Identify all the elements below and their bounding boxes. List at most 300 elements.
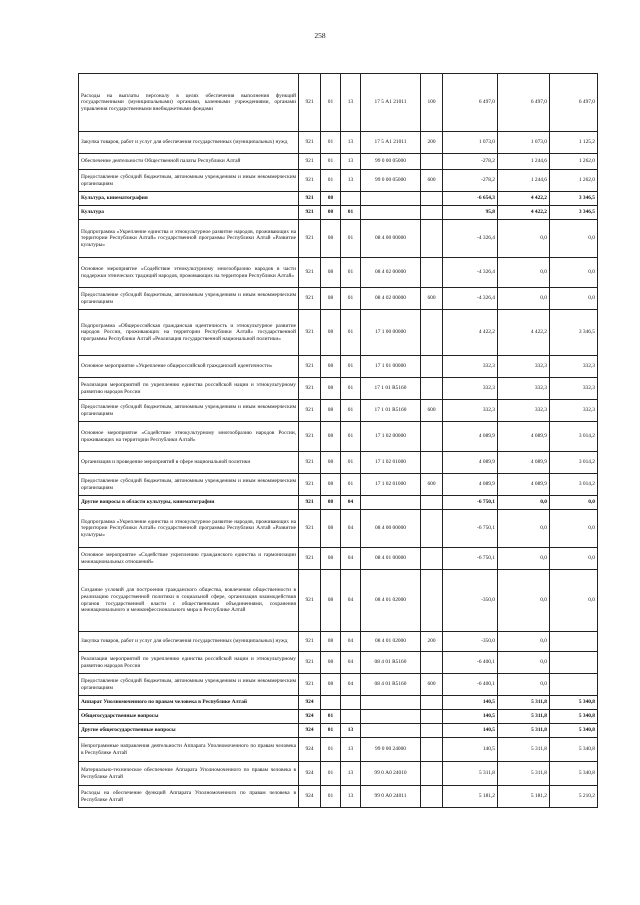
row-amount-1: -278,2 — [443, 154, 498, 170]
row-grbs: 921 — [299, 192, 321, 206]
row-amount-3: 3 014,2 — [550, 452, 598, 474]
row-name — [79, 192, 299, 206]
row-grbs: 924 — [299, 762, 321, 786]
row-grbs: 921 — [299, 288, 321, 310]
row-amount-1: -4 326,4 — [443, 258, 498, 288]
row-amount-3: 3 014,2 — [550, 422, 598, 452]
row-expense-type: 200 — [421, 632, 443, 652]
row-amount-2: 5 311,8 — [498, 710, 550, 724]
row-amount-1: 4 422,2 — [443, 310, 498, 356]
row-section: 01 — [321, 170, 341, 192]
table-row — [79, 510, 598, 548]
table-row — [79, 710, 598, 724]
row-name — [79, 738, 299, 762]
row-amount-1: 140,5 — [443, 738, 498, 762]
budget-table — [78, 73, 598, 808]
table-row — [79, 288, 598, 310]
row-grbs: 921 — [299, 452, 321, 474]
row-amount-1: 4 089,9 — [443, 452, 498, 474]
row-name — [79, 696, 299, 710]
row-section: 01 — [321, 786, 341, 808]
row-section: 01 — [321, 738, 341, 762]
row-grbs: 921 — [299, 74, 321, 132]
row-expense-type — [421, 652, 443, 674]
row-name — [79, 724, 299, 738]
row-section: 08 — [321, 356, 341, 378]
row-grbs: 921 — [299, 400, 321, 422]
table-row — [79, 132, 598, 154]
row-amount-3: 332,3 — [550, 378, 598, 400]
row-subsection: 01 — [341, 452, 361, 474]
row-subsection: 13 — [341, 786, 361, 808]
row-grbs: 921 — [299, 356, 321, 378]
row-name — [79, 548, 299, 570]
row-amount-2: 4 422,2 — [498, 192, 550, 206]
row-name — [79, 132, 299, 154]
row-amount-2: 0,0 — [498, 632, 550, 652]
row-amount-1: 95,8 — [443, 206, 498, 220]
row-section: 08 — [321, 378, 341, 400]
row-target-article: 08 4 01 02000 — [361, 570, 421, 632]
row-amount-2: 1 244,6 — [498, 154, 550, 170]
row-amount-2: 1 073,0 — [498, 132, 550, 154]
row-grbs: 921 — [299, 220, 321, 258]
row-amount-3: 0,0 — [550, 220, 598, 258]
row-name — [79, 170, 299, 192]
row-amount-3: 5 210,2 — [550, 786, 598, 808]
row-section: 08 — [321, 652, 341, 674]
row-name-text: Другие вопросы в области культуры, кинематографии — [81, 499, 215, 506]
row-amount-1: 140,5 — [443, 724, 498, 738]
row-name — [79, 378, 299, 400]
row-amount-2: 0,0 — [498, 258, 550, 288]
row-amount-2: 0,0 — [498, 652, 550, 674]
row-name — [79, 74, 299, 132]
row-amount-3: 5 340,8 — [550, 724, 598, 738]
row-grbs: 921 — [299, 674, 321, 696]
row-amount-1: 4 089,9 — [443, 474, 498, 496]
row-amount-2: 0,0 — [498, 510, 550, 548]
row-amount-3: 3 346,5 — [550, 310, 598, 356]
row-amount-3: 3 014,2 — [550, 474, 598, 496]
row-expense-type — [421, 378, 443, 400]
row-name — [79, 674, 299, 696]
table-row — [79, 762, 598, 786]
row-subsection: 04 — [341, 652, 361, 674]
row-name-text: Закупка товаров, работ и услуг для обеспечения государственных (муниципальных) нужд — [81, 139, 288, 146]
row-amount-2: 5 311,8 — [498, 738, 550, 762]
row-target-article — [361, 206, 421, 220]
row-target-article: 99 0 А0 24010 — [361, 762, 421, 786]
row-name — [79, 422, 299, 452]
row-name-text: Расходы на выплаты персоналу в целях обеспечения выполнения функций государственными (муниципальными) органами, казенными учреждениями, органами управления государственными внебюджетными фондами — [81, 92, 296, 112]
row-target-article: 17 1 01 00000 — [361, 356, 421, 378]
row-name-text: Культура — [81, 209, 104, 216]
row-target-article — [361, 724, 421, 738]
row-target-article: 99 0 00 05000 — [361, 154, 421, 170]
row-target-article: 17 1 02 01000 — [361, 452, 421, 474]
row-target-article: 99 0 00 05000 — [361, 170, 421, 192]
row-name-text: Основное мероприятие «Содействие этнокультурному многообразию народов в части поддержки этнических традиций народов, проживающих на территории Республики Алтай» — [81, 265, 296, 279]
row-amount-2: 5 311,8 — [498, 724, 550, 738]
row-name-text: Общегосударственные вопросы — [81, 713, 159, 720]
row-name — [79, 570, 299, 632]
row-target-article: 17 1 02 01000 — [361, 474, 421, 496]
row-amount-1: -4 326,4 — [443, 288, 498, 310]
row-amount-2: 4 422,2 — [498, 206, 550, 220]
row-expense-type — [421, 452, 443, 474]
row-section: 01 — [321, 762, 341, 786]
row-amount-3: 0,0 — [550, 548, 598, 570]
row-target-article: 08 4 01 02000 — [361, 632, 421, 652]
row-expense-type: 600 — [421, 170, 443, 192]
row-subsection: 01 — [341, 474, 361, 496]
row-subsection: 01 — [341, 258, 361, 288]
row-target-article: 08 4 02 00000 — [361, 258, 421, 288]
row-amount-1: -6 750,1 — [443, 548, 498, 570]
row-amount-2: 0,0 — [498, 674, 550, 696]
row-expense-type — [421, 724, 443, 738]
row-amount-2: 332,3 — [498, 400, 550, 422]
row-grbs: 924 — [299, 724, 321, 738]
row-amount-2: 332,3 — [498, 356, 550, 378]
row-name-text: Основное мероприятие «Содействие этнокультурному многообразию народов России, проживающих на территории Республики Алтай» — [81, 429, 296, 443]
row-target-article: 08 4 02 00000 — [361, 288, 421, 310]
row-section: 08 — [321, 674, 341, 696]
row-name — [79, 258, 299, 288]
row-name — [79, 220, 299, 258]
row-expense-type — [421, 422, 443, 452]
table-row — [79, 570, 598, 632]
row-name-text: Предоставление субсидий бюджетным, автономным учреждениям и иным некоммерческим организациям — [81, 403, 296, 417]
table-row — [79, 738, 598, 762]
row-subsection: 13 — [341, 74, 361, 132]
row-name-text: Создание условий для построения гражданского общества, вовлечения общественности в реализацию государственной политики в социальной сфере, организация взаимодействия органов государственной власти с общественными объединениями, сохранения межнационального и межконфессионального мира в Республике Алтай — [81, 587, 296, 614]
table-row — [79, 652, 598, 674]
row-expense-type — [421, 220, 443, 258]
row-section: 08 — [321, 220, 341, 258]
row-target-article: 17 5 А1 21011 — [361, 74, 421, 132]
row-subsection — [341, 696, 361, 710]
row-name-text: Другие общегосударственные вопросы — [81, 727, 176, 734]
table-row — [79, 154, 598, 170]
row-name — [79, 474, 299, 496]
row-expense-type — [421, 310, 443, 356]
row-subsection: 04 — [341, 548, 361, 570]
row-section: 08 — [321, 310, 341, 356]
row-amount-1: 332,3 — [443, 378, 498, 400]
row-expense-type — [421, 762, 443, 786]
table-row — [79, 206, 598, 220]
row-section: 01 — [321, 74, 341, 132]
row-expense-type — [421, 696, 443, 710]
row-amount-2: 0,0 — [498, 288, 550, 310]
row-section: 08 — [321, 452, 341, 474]
row-name — [79, 496, 299, 510]
row-amount-3: 5 340,8 — [550, 710, 598, 724]
row-name-text: Материально-техническое обеспечение Аппарата Уполномоченного по правам человека в Республике Алтай — [81, 766, 296, 780]
row-amount-3: 332,3 — [550, 356, 598, 378]
row-amount-2: 5 181,2 — [498, 786, 550, 808]
row-target-article: 99 0 00 24000 — [361, 738, 421, 762]
row-amount-1: 6 497,0 — [443, 74, 498, 132]
row-target-article — [361, 696, 421, 710]
row-name-text: Культура, кинематография — [81, 195, 148, 202]
row-amount-1: 140,5 — [443, 696, 498, 710]
row-amount-3: 0,0 — [550, 570, 598, 632]
row-subsection: 01 — [341, 378, 361, 400]
row-target-article: 08 4 01 R5160 — [361, 652, 421, 674]
row-grbs: 921 — [299, 632, 321, 652]
row-section: 01 — [321, 132, 341, 154]
row-expense-type: 200 — [421, 132, 443, 154]
row-name — [79, 710, 299, 724]
table-row — [79, 632, 598, 652]
row-subsection — [341, 710, 361, 724]
table-row — [79, 474, 598, 496]
row-amount-3: 332,3 — [550, 400, 598, 422]
row-expense-type — [421, 496, 443, 510]
row-target-article: 17 1 01 R5160 — [361, 378, 421, 400]
row-subsection: 04 — [341, 632, 361, 652]
row-section: 08 — [321, 422, 341, 452]
row-name-text: Предоставление субсидий бюджетным, автономным учреждениям и иным некоммерческим организациям — [81, 173, 296, 187]
row-amount-1: 1 073,0 — [443, 132, 498, 154]
row-section: 08 — [321, 288, 341, 310]
table-row — [79, 674, 598, 696]
row-subsection: 01 — [341, 400, 361, 422]
row-expense-type — [421, 510, 443, 548]
row-expense-type — [421, 192, 443, 206]
table-row — [79, 378, 598, 400]
row-amount-3: 0,0 — [550, 258, 598, 288]
table-row — [79, 356, 598, 378]
row-amount-1: 5 311,8 — [443, 762, 498, 786]
row-grbs: 921 — [299, 258, 321, 288]
row-grbs: 924 — [299, 738, 321, 762]
row-grbs: 924 — [299, 786, 321, 808]
row-amount-3: 0,0 — [550, 496, 598, 510]
row-name-text: Предоставление субсидий бюджетным, автономным учреждениям и иным некоммерческим организациям — [81, 477, 296, 491]
row-section: 08 — [321, 400, 341, 422]
row-name-text: Предоставление субсидий бюджетным, автономным учреждениям и иным некоммерческим организациям — [81, 677, 296, 691]
table-row — [79, 258, 598, 288]
row-amount-1: -6 654,3 — [443, 192, 498, 206]
row-name-text: Расходы на обеспечение функций Аппарата Уполномоченного по правам человека в Республике Алтай — [81, 789, 296, 803]
row-grbs: 921 — [299, 652, 321, 674]
row-amount-2: 4 422,2 — [498, 310, 550, 356]
row-expense-type: 100 — [421, 74, 443, 132]
table-row — [79, 310, 598, 356]
row-name — [79, 652, 299, 674]
row-amount-1: 4 089,9 — [443, 422, 498, 452]
row-amount-1: 140,5 — [443, 710, 498, 724]
row-name-text: Обеспечение деятельности Общественной палаты Республики Алтай — [81, 158, 241, 165]
row-amount-2: 0,0 — [498, 570, 550, 632]
row-amount-1: -350,0 — [443, 632, 498, 652]
row-name-text: Закупка товаров, работ и услуг для обеспечения государственных (муниципальных) нужд — [81, 638, 288, 645]
row-amount-3: 3 346,5 — [550, 206, 598, 220]
row-section: 08 — [321, 206, 341, 220]
row-name-text: Реализация мероприятий по укреплению единства российской нации и этнокультурному развитию народов России — [81, 381, 296, 395]
row-expense-type — [421, 154, 443, 170]
row-amount-2: 5 311,8 — [498, 762, 550, 786]
row-target-article: 17 1 00 00000 — [361, 310, 421, 356]
row-amount-1: 332,3 — [443, 400, 498, 422]
row-grbs: 921 — [299, 510, 321, 548]
row-subsection: 04 — [341, 510, 361, 548]
row-amount-2: 0,0 — [498, 220, 550, 258]
row-subsection: 13 — [341, 154, 361, 170]
row-target-article: 08 4 00 00000 — [361, 510, 421, 548]
row-subsection: 01 — [341, 206, 361, 220]
row-grbs: 921 — [299, 570, 321, 632]
row-amount-2: 332,3 — [498, 378, 550, 400]
row-expense-type — [421, 356, 443, 378]
row-grbs: 921 — [299, 548, 321, 570]
row-amount-1: -6 750,1 — [443, 496, 498, 510]
row-section: 01 — [321, 710, 341, 724]
row-name — [79, 632, 299, 652]
row-name-text: Основное мероприятие «Содействие укреплению гражданского единства и гармонизации межнациональных отношений» — [81, 551, 296, 565]
row-expense-type — [421, 206, 443, 220]
table-row — [79, 192, 598, 206]
row-name-text: Подпрограмма «Укрепление единства и этнокультурное развитие народов, проживающих на территории Республики Алтай» государственной программы Республики Алтай «Развитие культуры» — [81, 228, 296, 248]
row-target-article: 08 4 00 00000 — [361, 220, 421, 258]
row-name-text: Аппарат Уполномоченного по правам человека в Республике Алтай — [81, 699, 248, 706]
row-expense-type: 600 — [421, 674, 443, 696]
table-row — [79, 696, 598, 710]
page-number: 258 — [314, 31, 326, 40]
row-section: 08 — [321, 632, 341, 652]
row-name — [79, 786, 299, 808]
row-amount-1: -6 400,1 — [443, 652, 498, 674]
table-row — [79, 74, 598, 132]
row-amount-3: 5 340,8 — [550, 762, 598, 786]
row-section: 01 — [321, 154, 341, 170]
row-amount-3: 6 497,0 — [550, 74, 598, 132]
row-target-article — [361, 496, 421, 510]
row-grbs: 921 — [299, 154, 321, 170]
table-row — [79, 400, 598, 422]
row-name-text: Организация и проведение мероприятий в сфере национальной политики — [81, 459, 251, 466]
row-grbs: 924 — [299, 696, 321, 710]
row-expense-type — [421, 738, 443, 762]
row-amount-2: 4 089,9 — [498, 422, 550, 452]
row-section: 08 — [321, 570, 341, 632]
row-amount-1: -6 750,1 — [443, 510, 498, 548]
row-target-article — [361, 710, 421, 724]
table-row — [79, 220, 598, 258]
row-amount-2: 6 497,0 — [498, 74, 550, 132]
row-subsection: 01 — [341, 220, 361, 258]
row-name — [79, 288, 299, 310]
row-amount-3 — [550, 632, 598, 652]
row-name-text: Реализация мероприятий по укреплению единства российской нации и этнокультурному развитию народов России — [81, 655, 296, 669]
row-expense-type — [421, 258, 443, 288]
row-grbs: 921 — [299, 422, 321, 452]
row-subsection: 13 — [341, 132, 361, 154]
row-section — [321, 696, 341, 710]
table-row — [79, 422, 598, 452]
row-name-text: Подпрограмма «Общероссийская гражданская идентичность и этнокультурное развитие народов России, проживающих на территории Республики Алтай» государственной программы Республики Алтай «Реализация государственной национальной политики» — [81, 322, 296, 342]
row-amount-2: 0,0 — [498, 496, 550, 510]
row-target-article: 17 1 02 00000 — [361, 422, 421, 452]
row-grbs: 921 — [299, 378, 321, 400]
row-subsection: 04 — [341, 674, 361, 696]
row-amount-3: 5 340,8 — [550, 738, 598, 762]
row-subsection: 04 — [341, 496, 361, 510]
row-target-article: 08 4 01 00000 — [361, 548, 421, 570]
row-amount-3: 0,0 — [550, 510, 598, 548]
row-expense-type: 600 — [421, 288, 443, 310]
row-amount-2: 0,0 — [498, 548, 550, 570]
row-grbs: 921 — [299, 496, 321, 510]
row-subsection: 01 — [341, 288, 361, 310]
row-expense-type — [421, 786, 443, 808]
row-expense-type — [421, 570, 443, 632]
table-row — [79, 786, 598, 808]
row-amount-1: -6 400,1 — [443, 674, 498, 696]
row-subsection: 01 — [341, 356, 361, 378]
row-amount-3: 1 262,0 — [550, 154, 598, 170]
row-section: 01 — [321, 724, 341, 738]
row-amount-2: 1 244,6 — [498, 170, 550, 192]
row-grbs: 921 — [299, 206, 321, 220]
row-subsection: 01 — [341, 422, 361, 452]
row-subsection: 13 — [341, 724, 361, 738]
row-name — [79, 206, 299, 220]
row-target-article: 99 0 А0 24011 — [361, 786, 421, 808]
row-amount-1: -278,2 — [443, 170, 498, 192]
row-amount-3: 3 346,5 — [550, 192, 598, 206]
row-section: 08 — [321, 510, 341, 548]
row-expense-type: 600 — [421, 400, 443, 422]
row-section: 08 — [321, 474, 341, 496]
row-name-text: Основное мероприятие «Укрепление общероссийской гражданской идентичности» — [81, 363, 273, 370]
row-name — [79, 510, 299, 548]
row-name-text: Подпрограмма «Укрепление единства и этнокультурное развитие народов, проживающих на территории Республики Алтай» государственной программы Республики Алтай «Развитие культуры» — [81, 518, 296, 538]
row-target-article: 17 1 01 R5160 — [361, 400, 421, 422]
table-row — [79, 170, 598, 192]
row-section: 08 — [321, 548, 341, 570]
row-amount-2: 4 089,9 — [498, 474, 550, 496]
table-row — [79, 452, 598, 474]
table-row — [79, 548, 598, 570]
row-subsection: 13 — [341, 738, 361, 762]
row-expense-type — [421, 710, 443, 724]
row-grbs: 921 — [299, 132, 321, 154]
row-amount-1: 5 181,2 — [443, 786, 498, 808]
table-row — [79, 724, 598, 738]
row-amount-3: 1 262,0 — [550, 170, 598, 192]
row-subsection: 01 — [341, 310, 361, 356]
row-grbs: 924 — [299, 710, 321, 724]
row-name — [79, 356, 299, 378]
row-expense-type: 600 — [421, 474, 443, 496]
row-amount-1: -350,0 — [443, 570, 498, 632]
row-name — [79, 452, 299, 474]
row-subsection — [341, 192, 361, 206]
row-amount-1: -4 326,4 — [443, 220, 498, 258]
row-grbs: 921 — [299, 474, 321, 496]
row-expense-type — [421, 548, 443, 570]
row-target-article: 08 4 01 R5160 — [361, 674, 421, 696]
row-amount-2: 4 089,9 — [498, 452, 550, 474]
row-subsection: 04 — [341, 570, 361, 632]
row-grbs: 921 — [299, 170, 321, 192]
row-target-article — [361, 192, 421, 206]
